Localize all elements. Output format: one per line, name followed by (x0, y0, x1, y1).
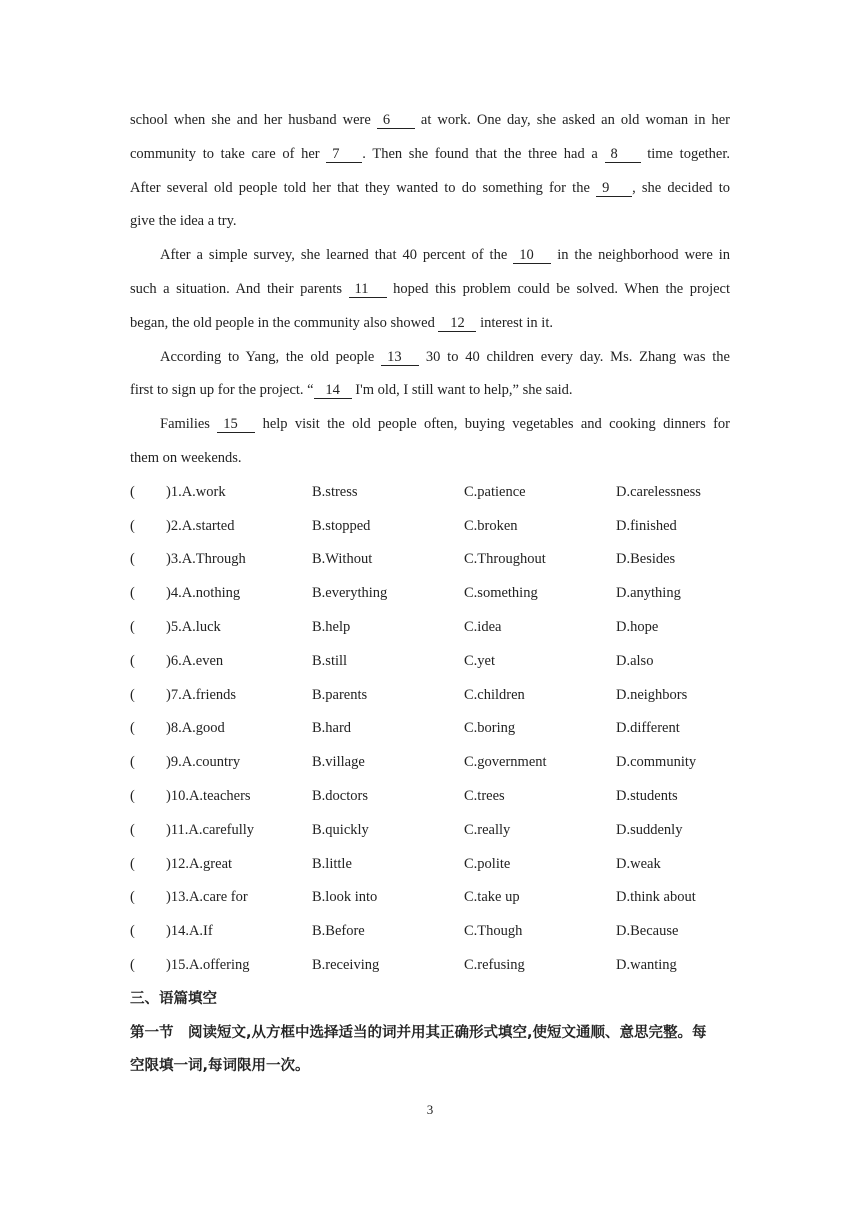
text: hoped this problem could be solved. When the project (386, 280, 730, 297)
text: began, the old people in the community also showed (130, 314, 439, 331)
answer-space[interactable] (140, 510, 166, 544)
answer-space[interactable] (140, 780, 166, 814)
answer-paren[interactable]: ( (130, 618, 135, 635)
question-row (130, 679, 730, 713)
document-page (130, 104, 730, 1084)
option-d: D.think about (616, 889, 696, 906)
option-a: )13.A.care for (166, 889, 248, 906)
answer-paren[interactable]: ( (130, 787, 135, 804)
option-a: )3.A.Through (166, 551, 246, 568)
text: 30 to 40 children every day. Ms. Zhang was the (419, 348, 730, 365)
answer-space[interactable] (140, 915, 166, 949)
passage-line (130, 341, 730, 375)
question-row (130, 881, 730, 915)
question-row (130, 848, 730, 882)
text: , she decided to (632, 179, 730, 196)
question-row (130, 510, 730, 544)
passage-line (130, 172, 730, 206)
option-d: D.wanting (616, 956, 677, 973)
answer-blank: 13 (381, 349, 419, 366)
option-d: D.weak (616, 855, 661, 872)
option-d: D.carelessness (616, 483, 701, 500)
option-b: B.doctors (312, 787, 368, 804)
question-row (130, 476, 730, 510)
answer-space[interactable] (140, 543, 166, 577)
text: interest in it. (476, 314, 553, 331)
passage-line (130, 104, 730, 138)
text: After a simple survey, she learned that 40 percent of the (160, 247, 514, 264)
option-d: D.suddenly (616, 821, 683, 838)
option-a: )8.A.good (166, 720, 225, 737)
question-row (130, 712, 730, 746)
option-a: )12.A.great (166, 855, 233, 872)
question-row (130, 611, 730, 645)
answer-paren[interactable]: ( (130, 720, 135, 737)
question-row (130, 780, 730, 814)
option-a: )2.A.started (166, 517, 235, 534)
option-a: )11.A.carefully (166, 821, 255, 838)
option-c: C.Throughout (464, 551, 546, 568)
page-number: 3 (426, 1102, 434, 1117)
option-b: B.help (312, 618, 351, 635)
passage-line (130, 239, 730, 273)
answer-paren[interactable]: ( (130, 956, 135, 973)
answer-space[interactable] (140, 848, 166, 882)
option-a: )4.A.nothing (166, 585, 241, 602)
option-b: B.Before (312, 923, 365, 940)
option-b: B.stopped (312, 517, 371, 534)
option-b: B.hard (312, 720, 352, 737)
answer-blank: 9 (596, 180, 632, 197)
text: According to Yang, the old people (160, 348, 382, 365)
answer-blank: 7 (326, 146, 362, 163)
option-d: D.anything (616, 585, 681, 602)
option-a: )5.A.luck (166, 618, 221, 635)
option-d: D.community (616, 754, 697, 771)
option-c: C.Though (464, 923, 523, 940)
option-d: D.students (616, 787, 678, 804)
text: . Then she found that the three had a (362, 145, 605, 162)
text: help visit the old people often, buying vegetables and cooking dinners for (255, 416, 730, 433)
option-c: C.broken (464, 517, 518, 534)
option-c: C.boring (464, 720, 516, 737)
answer-blank: 11 (349, 281, 387, 298)
question-row (130, 949, 730, 983)
answer-paren[interactable]: ( (130, 483, 135, 500)
text: After several old people told her that they wanted to do something for the (130, 179, 597, 196)
answer-paren[interactable]: ( (130, 686, 135, 703)
option-c: C.idea (464, 618, 502, 635)
option-d: D.Because (616, 923, 679, 940)
question-row (130, 746, 730, 780)
answer-space[interactable] (140, 476, 166, 510)
option-a: )6.A.even (166, 652, 224, 669)
option-b: B.parents (312, 686, 368, 703)
question-row (130, 645, 730, 679)
passage-line (130, 307, 730, 341)
answer-blank: 12 (438, 315, 476, 332)
text: school when she and her husband were (130, 112, 377, 128)
answer-space[interactable] (140, 611, 166, 645)
question-row (130, 814, 730, 848)
option-c: C.trees (464, 787, 505, 804)
text: first to sign up for the project. “ (130, 382, 314, 399)
option-a: )1.A.work (166, 483, 226, 500)
answer-paren[interactable]: ( (130, 889, 135, 906)
answer-paren[interactable]: ( (130, 821, 135, 838)
question-row (130, 543, 730, 577)
question-row (130, 915, 730, 949)
answer-space[interactable] (140, 881, 166, 915)
answer-space[interactable] (140, 577, 166, 611)
passage-line (130, 374, 730, 408)
option-b: B.quickly (312, 821, 369, 838)
option-c: C.refusing (464, 956, 525, 973)
question-list (130, 476, 730, 983)
option-b: B.village (312, 754, 365, 771)
answer-paren[interactable]: ( (130, 585, 135, 602)
text: time together. (640, 145, 730, 162)
text: in the neighborhood were in (551, 247, 730, 264)
option-a: )15.A.offering (166, 956, 250, 973)
section-instruction: 空限填一词,每词限用一次。 (130, 1058, 310, 1075)
option-c: C.patience (464, 483, 526, 500)
option-c: C.really (464, 821, 511, 838)
option-d: D.finished (616, 517, 677, 534)
option-a: )14.A.If (166, 923, 213, 940)
answer-space[interactable] (140, 814, 166, 848)
answer-blank: 8 (605, 146, 641, 163)
passage-line: them on weekends. (130, 449, 242, 466)
passage-line (130, 408, 730, 442)
text: I'm old, I still want to help,” she said. (351, 382, 573, 399)
answer-paren[interactable]: ( (130, 517, 135, 534)
option-b: B.still (312, 652, 348, 669)
answer-paren[interactable]: ( (130, 551, 135, 568)
section-instruction: 第一节 阅读短文,从方框中选择适当的词并用其正确形式填空,使短文通顺、意思完整。每 (130, 1024, 707, 1041)
answer-paren[interactable]: ( (130, 923, 135, 940)
option-a: )10.A.teachers (166, 787, 251, 804)
answer-blank: 15 (217, 416, 255, 433)
option-a: )7.A.friends (166, 686, 237, 703)
option-a: )9.A.country (166, 754, 241, 771)
text: community to take care of her (130, 145, 327, 162)
option-d: D.neighbors (616, 686, 688, 703)
section-heading: 三、语篇填空 (130, 990, 217, 1007)
option-c: C.children (464, 686, 525, 703)
text: such a situation. And their parents (130, 280, 349, 297)
answer-paren[interactable]: ( (130, 652, 135, 669)
option-c: C.polite (464, 855, 511, 872)
option-d: D.hope (616, 618, 659, 635)
text: Families (160, 416, 218, 433)
text: at work. One day, she asked an old woman in her (414, 112, 731, 128)
answer-paren[interactable]: ( (130, 855, 135, 872)
option-b: B.everything (312, 585, 388, 602)
answer-space[interactable] (140, 949, 166, 983)
answer-space[interactable] (140, 712, 166, 746)
passage-line (130, 138, 730, 172)
answer-space[interactable] (140, 746, 166, 780)
option-d: D.different (616, 720, 680, 737)
option-b: B.look into (312, 889, 378, 906)
option-b: B.Without (312, 551, 373, 568)
answer-blank: 14 (314, 382, 352, 399)
passage-line: give the idea a try. (130, 213, 237, 230)
option-d: D.Besides (616, 551, 676, 568)
option-d: D.also (616, 652, 654, 669)
option-b: B.receiving (312, 956, 380, 973)
option-c: C.take up (464, 889, 520, 906)
option-b: B.stress (312, 483, 358, 500)
option-c: C.government (464, 754, 547, 771)
passage-line (130, 273, 730, 307)
question-row (130, 577, 730, 611)
answer-paren[interactable]: ( (130, 754, 135, 771)
option-c: C.yet (464, 652, 496, 669)
answer-space[interactable] (140, 645, 166, 679)
option-b: B.little (312, 855, 352, 872)
option-c: C.something (464, 585, 538, 602)
answer-blank: 6 (377, 112, 415, 129)
answer-space[interactable] (140, 679, 166, 713)
answer-blank: 10 (513, 247, 551, 264)
